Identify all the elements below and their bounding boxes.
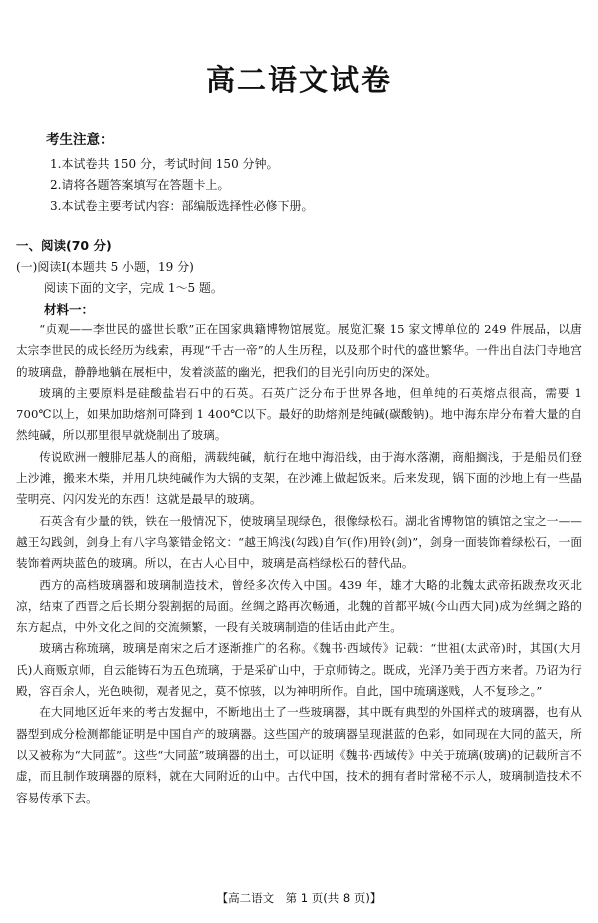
paragraph: 石英含有少量的铁，铁在一般情况下，使玻璃呈现绿色，很像绿松石。湖北省博物馆的镇馆之宝之一——越王勾践剑，剑身上有八字鸟篆错金铭文：“越王鸠浅(勾践)自乍(作)用铃(剑)”，剑身一面装饰着绿松石，一面装饰着两块蓝色的玻璃。所以，在古人心目中，玻璃是高档绿松石的替代品。 bbox=[16, 513, 583, 571]
material-title: 材料一： bbox=[44, 302, 95, 317]
page-footer: 【高二语文 第 1 页(共 8 页)】 bbox=[216, 891, 382, 905]
page-title: 高二语文试卷 bbox=[205, 63, 392, 97]
paragraph: 玻璃古称琉璃，玻璃是南宋之后才逐渐推广的名称。《魏书·西域传》记载：“世祖(太武帝)时，其国(大月氏)人商贩京师，自云能铸石为五色琉璃，于是采矿山中，于京师铸之。既成，光泽乃美于西方来者。乃诏为行殿，容百余人，光色映彻，观者见之，莫不惊骇，以为神明所作。自此，国中琉璃遂贱，人不复珍之。” bbox=[16, 641, 582, 699]
notice-item: 3.本试卷主要考试内容：部编版选择性必修下册。 bbox=[50, 199, 314, 213]
paragraph: 玻璃的主要原料是硅酸盐岩石中的石英。石英广泛分布于世界各地，但单纯的石英熔点很高，需要 1 700℃以上，如果加助熔剂可降到 1 400℃以下。最好的助熔剂是纯碱(碳酸钠)。地中海东岸分布着大量的自然纯碱，所以那里很早就烧制出了玻璃。 bbox=[16, 385, 582, 443]
paragraph: 西方的高档玻璃器和玻璃制造技术，曾经多次传入中国。439 年，雄才大略的北魏太武帝拓跋焘攻灭北凉，结束了西晋之后长期分裂割据的局面。丝绸之路再次畅通，北魏的首都平城(今山西大同)成为丝绸之路的东方起点，中外文化之间的交流频繁，一段有关玻璃制造的佳话由此产生。 bbox=[16, 577, 582, 635]
section-heading: 一、阅读(70 分) bbox=[16, 238, 112, 253]
instruction-text: 阅读下面的文字，完成 1～5 题。 bbox=[44, 281, 223, 295]
notice-item: 2.请将各题答案填写在答题卡上。 bbox=[50, 178, 230, 192]
subsection-heading: (一)阅读Ⅰ(本题共 5 小题，19 分) bbox=[16, 260, 194, 274]
notice-item: 1.本试卷共 150 分，考试时间 150 分钟。 bbox=[50, 157, 279, 171]
reading-passage bbox=[16, 319, 582, 809]
paragraph: 在大同地区近年来的考古发掘中，不断地出土了一些玻璃器，其中既有典型的外国样式的玻璃器，也有从器型到成分检测都能证明是中国自产的玻璃器。这些国产的玻璃器呈现湛蓝的色彩，如同现在大同的蓝天，所以又被称为“大同蓝”。这些“大同蓝”玻璃器的出土，可以证明《魏书·西域传》中关于琉璃(玻璃)的记载所言不虚，而且制作玻璃器的原料，就在大同附近的山中。古代中国，技术的拥有者时常秘不示人，玻璃制造技术不容易传承下去。 bbox=[16, 705, 582, 805]
notice-box bbox=[42, 128, 562, 217]
paragraph: 传说欧洲一艘腓尼基人的商船，满载纯碱，航行在地中海沿线，由于海水落潮，商船搁浅，于是船员们登上沙滩，搬来木柴，并用几块纯碱作为大锅的支架，在沙滩上做起饭来。后来发现，锅下面的沙地上有一些晶莹明亮、闪闪发光的东西！这就是最早的玻璃。 bbox=[16, 449, 582, 507]
paragraph: “贞观——李世民的盛世长歌”正在国家典籍博物馆展览。展览汇聚 15 家文博单位的 249 件展品，以唐太宗李世民的成长经历为线索，再现“千古一帝”的人生历程，以及那个时代的盛世繁华。一件出自法门寺地宫的玻璃盘，静静地躺在展柜中，发着淡蓝的幽光，把我们的目光引向历史的深处。 bbox=[16, 322, 582, 379]
notice-heading: 考生注意： bbox=[46, 132, 114, 148]
